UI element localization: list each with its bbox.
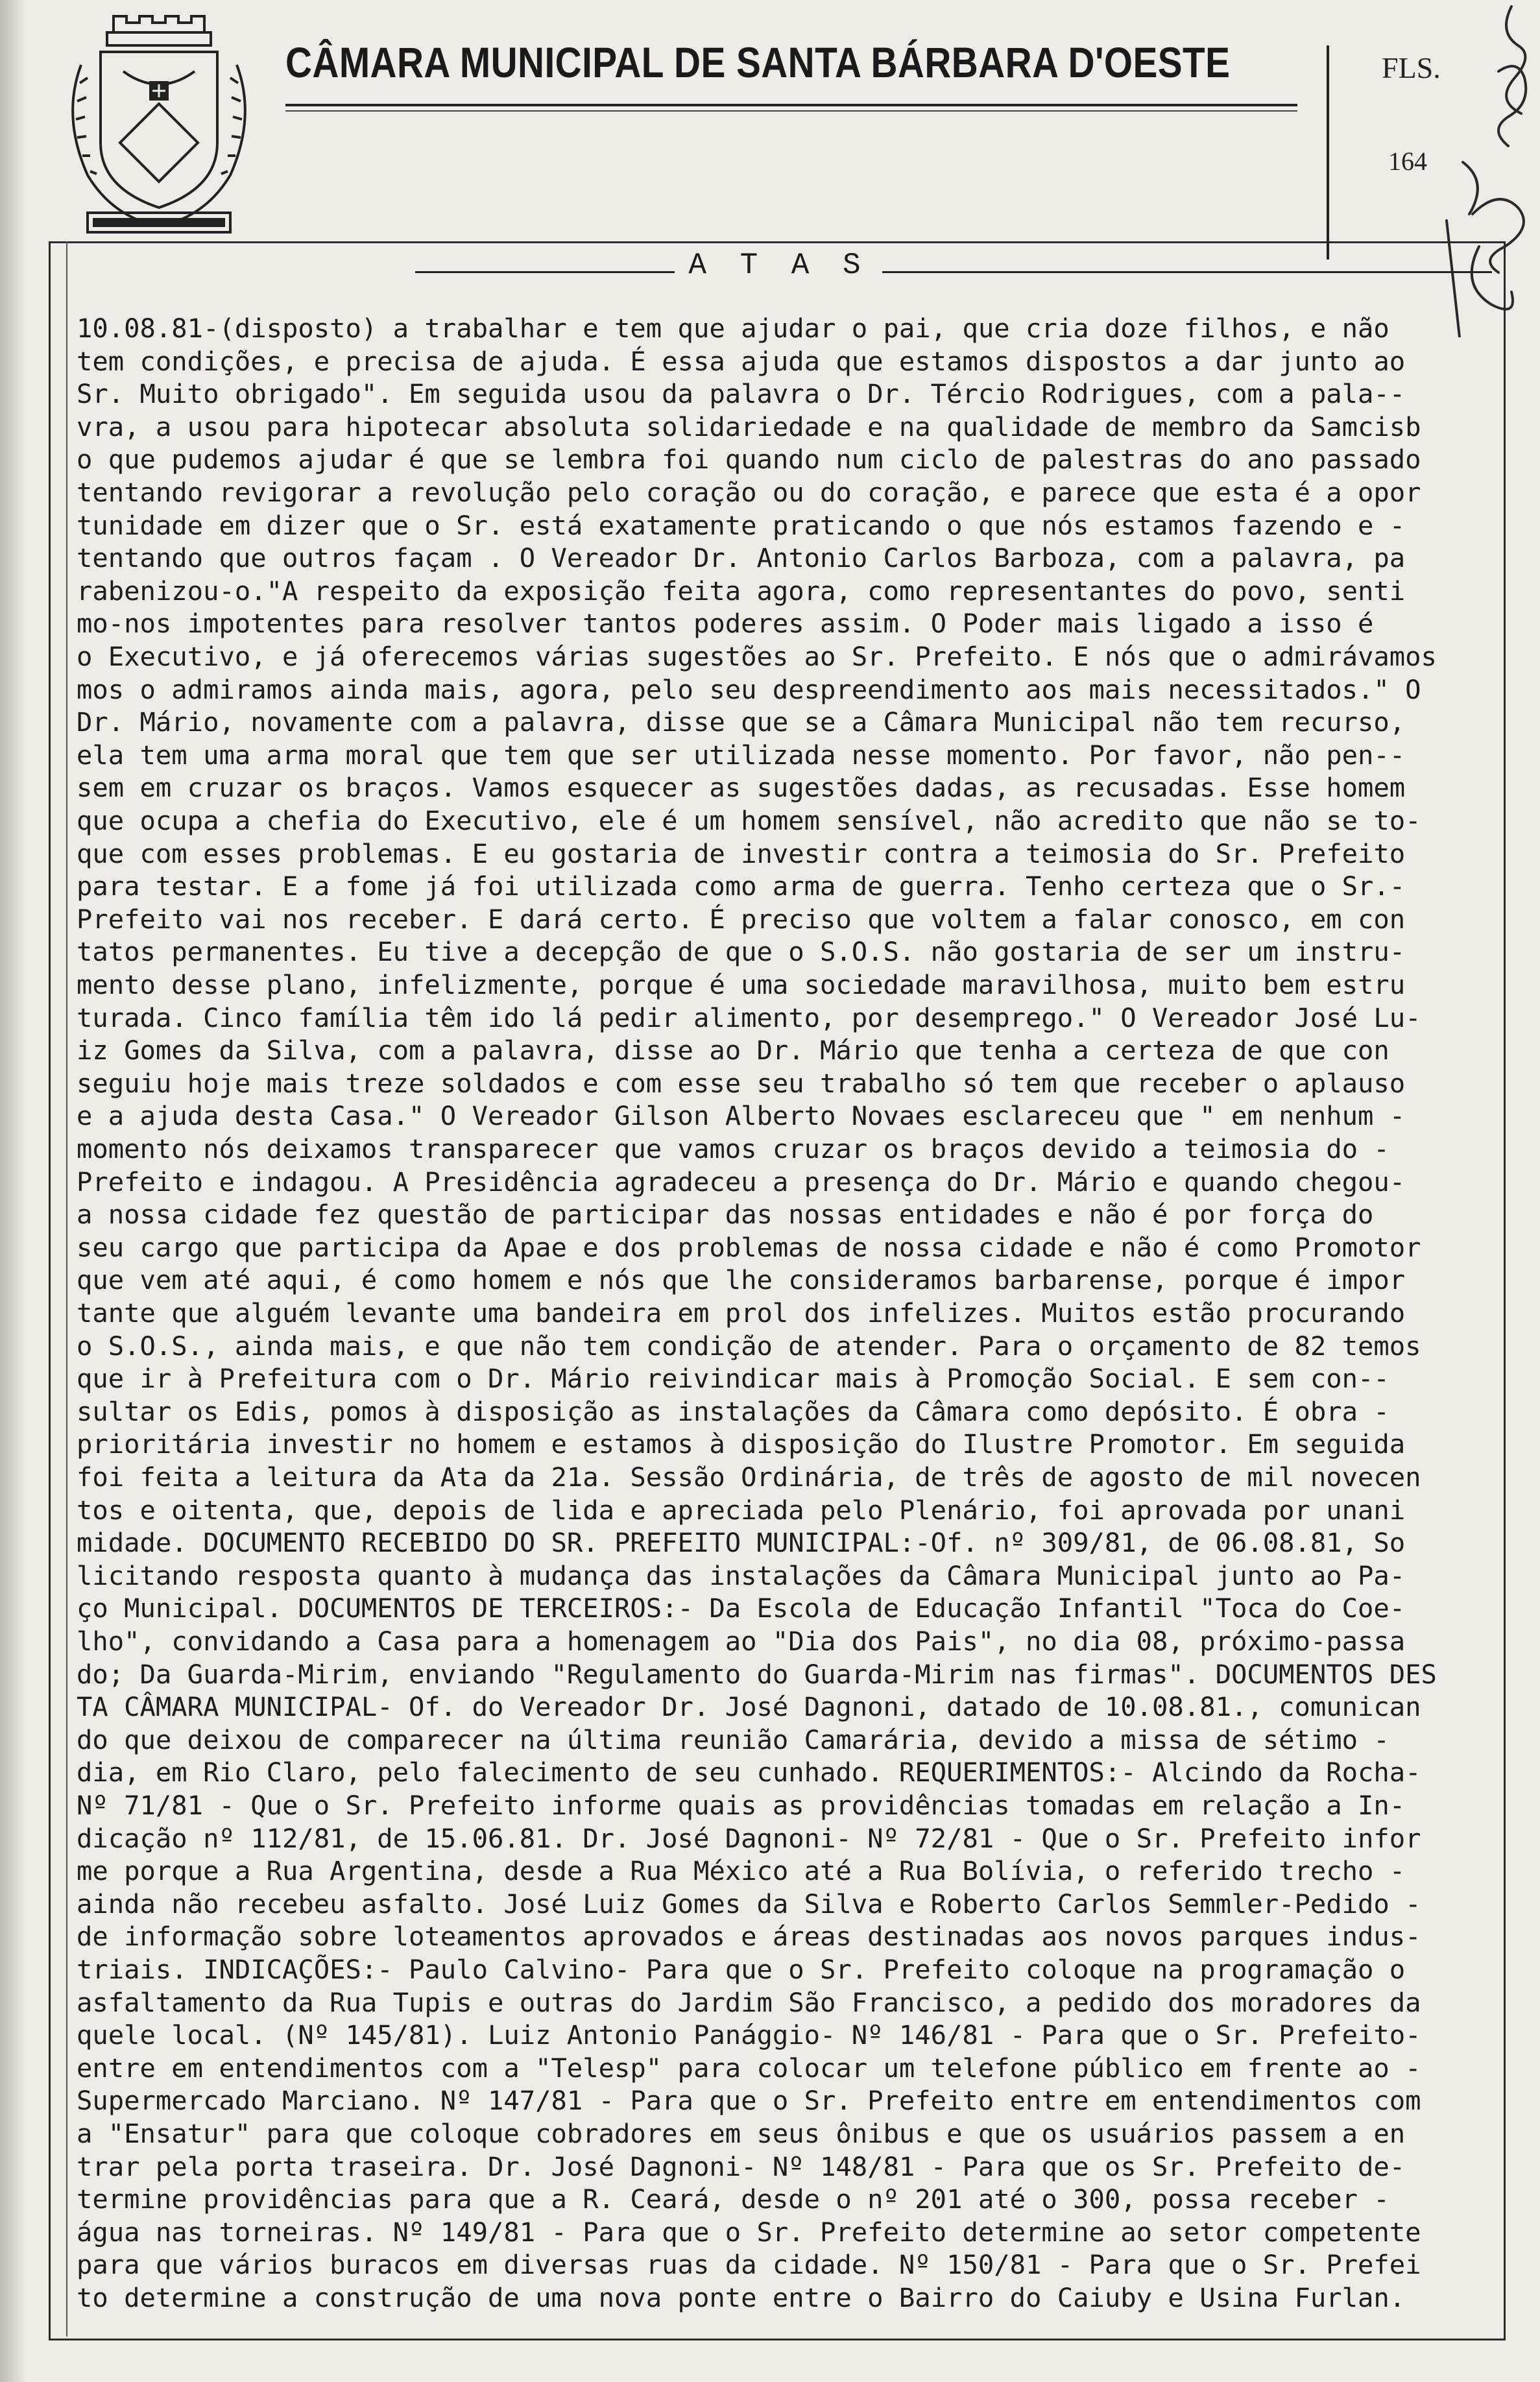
text-line: turada. Cinco família têm ido lá pedir alimento, por desemprego." O Vereador José Lu- [77,1002,1421,1033]
text-line: que ir à Prefeitura com o Dr. Mário reivindicar mais à Promoção Social. E sem con-- [77,1363,1390,1395]
header-rule [285,104,1297,106]
text-line: rabenizou-o."A respeito da exposição feita agora, como representantes do povo, senti [77,575,1406,607]
text-line: mento desse plano, infelizmente, porque é uma sociedade maravilhosa, muito bem estru [77,969,1406,1000]
text-line: que ocupa a chefia do Executivo, ele é um homem sensível, não acredito que não se to- [77,805,1421,836]
text-line: e a ajuda desta Casa." O Vereador Gilson Alberto Novaes esclareceu que " em nenhum - [77,1100,1406,1132]
text-line: trar pela porta traseira. Dr. José Dagnoni- Nº 148/81 - Para que os Sr. Prefeito de- [77,2150,1406,2182]
text-line: vra, a usou para hipotecar absoluta solidariedade e na qualidade de membro da Samcisb [77,411,1421,442]
text-line: mo-nos impotentes para resolver tantos poderes assim. O Poder mais ligado a isso é [77,608,1374,640]
text-line: asfaltamento da Rua Tupis e outras do Jardim São Francisco, a pedido dos moradores da [77,1986,1421,2018]
text-line: foi feita a leitura da Ata da 21a. Sessão Ordinária, de três de agosto de mil novecen [77,1462,1421,1493]
text-line: lho", convidando a Casa para a homenagem ao "Dia dos Pais", no dia 08, próximo-passa [77,1626,1406,1657]
margin-line [66,241,67,2337]
text-line: prioritária investir no homem e estamos à disposição do Ilustre Promotor. Em seguida [77,1428,1406,1460]
text-line: 10.08.81-(disposto) a trabalhar e tem que ajudar o pai, que cria doze filhos, e não [77,313,1390,344]
text-line: que com esses problemas. E eu gostaria de investir contra a teimosia do Sr. Prefeito [77,837,1406,869]
text-line: o Executivo, e já oferecemos várias sugestões ao Sr. Prefeito. E nós que o admirávamos [77,641,1437,672]
text-line: o S.O.S., ainda mais, e que não tem condição de atender. Para o orçamento de 82 temos [77,1330,1421,1362]
text-line: Prefeito e indagou. A Presidência agradeceu a presença do Dr. Mário e quando chegou- [77,1166,1406,1197]
header-rule-secondary [285,110,1297,112]
text-line: tentando que outros façam . O Vereador Dr. Antonio Carlos Barboza, com a palavra, pa [77,542,1406,574]
text-line: entre em entendimentos com a "Telesp" para colocar um telefone público em frente ao - [77,2052,1421,2084]
header-divider [1327,45,1329,259]
text-line: ela tem uma arma moral que tem que ser utilizada nesse momento. Por favor, não pen-- [77,739,1406,771]
text-line: triais. INDICAÇÕES:- Paulo Calvino- Para que o Sr. Prefeito coloque na programação o [77,1954,1406,1985]
text-line: a "Ensatur" para que coloque cobradores em seus ônibus e que os usuários passem a en [77,2118,1406,2149]
text-line: dicação nº 112/81, de 15.06.81. Dr. José Dagnoni- Nº 72/81 - Que o Sr. Prefeito infor [77,1822,1421,1854]
text-line: tos e oitenta, que, depois de lida e apreciada pelo Plenário, foi aprovada por unani [77,1494,1406,1526]
text-line: Prefeito vai nos receber. E dará certo. É preciso que voltem a falar conosco, em con [77,903,1406,935]
text-line: Sr. Muito obrigado". Em seguida usou da palavra o Dr. Tércio Rodrigues, com a pala-- [77,378,1406,410]
text-line: sultar os Edis, pomos à disposição as instalações da Câmara como depósito. É obra - [77,1395,1390,1427]
text-line: o que pudemos ajudar é que se lembra foi quando num ciclo de palestras do ano passado [77,444,1421,475]
text-line: Nº 71/81 - Que o Sr. Prefeito informe quais as providências tomadas em relação a In- [77,1790,1406,1821]
text-line: TA CÂMARA MUNICIPAL- Of. do Vereador Dr. José Dagnoni, datado de 10.08.81., comunican [77,1691,1421,1723]
text-line: seguiu hoje mais treze soldados e com esse seu trabalho só tem que receber o aplauso [77,1067,1406,1099]
text-line: me porque a Rua Argentina, desde a Rua México até a Rua Bolívia, o referido trecho - [77,1855,1406,1887]
text-line: do que deixou de comparecer na última reunião Camarária, devido a missa de sétimo - [77,1724,1390,1755]
text-line: to determine a construção de uma nova ponte entre o Bairro do Caiuby e Usina Furlan. [77,2282,1406,2313]
text-line: Supermercado Marciano. Nº 147/81 - Para que o Sr. Prefeito entre em entendimentos com [77,2085,1421,2117]
text-line: que vem até aqui, é como homem e nós que lhe consideramos barbarense, porque é impor [77,1264,1406,1296]
page-number: 164 [1388,147,1427,176]
text-line: ainda não recebeu asfalto. José Luiz Gomes da Silva e Roberto Carlos Semmler-Pedido - [77,1888,1421,1919]
text-line: termine providências para que a R. Ceará, desde o nº 201 até o 300, possa receber - [77,2184,1390,2215]
text-line: para testar. E a fome já foi utilizada como arma de guerra. Tenho certeza que o Sr.- [77,871,1406,902]
text-line: mos o admiramos ainda mais, agora, pelo seu despreendimento aos mais necessitados." O [77,673,1421,705]
text-line: iz Gomes da Silva, com a palavra, disse ao Dr. Mário que tenha a certeza de que con [77,1035,1390,1066]
title-rule-left [415,271,675,273]
text-line: licitando resposta quanto à mudança das instalações da Câmara Municipal junto ao Pa- [77,1559,1406,1591]
text-line: tem condições, e precisa de ajuda. É essa ajuda que estamos dispostos a dar junto ao [77,345,1406,377]
text-line: tante que alguém levante uma bandeira em prol dos infelizes. Muitos estão procurando [77,1297,1406,1329]
text-line: a nossa cidade fez questão de participar das nossas entidades e não é por força do [77,1199,1374,1231]
text-line: midade. DOCUMENTO RECEBIDO DO SR. PREFEITO MUNICIPAL:-Of. nº 309/81, de 06.08.81, So [77,1527,1406,1559]
text-line: tentando revigorar a revolução pelo coração ou do coração, e parece que esta é a opor [77,477,1421,508]
text-line: seu cargo que participa da Apae e dos problemas de nossa cidade e não é como Promotor [77,1231,1421,1263]
text-line: dia, em Rio Claro, pelo falecimento de seu cunhado. REQUERIMENTOS:- Alcindo da Rocha- [77,1757,1421,1788]
title-rule-right [882,271,1492,273]
text-line: tatos permanentes. Eu tive a decepção de que o S.O.S. não gostaria de ser um instru- [77,936,1406,968]
folio-label: FLS. [1382,51,1441,84]
section-title: A T A S [688,248,869,282]
header-title: CÂMARA MUNICIPAL DE SANTA BÁRBARA D'OESTE [285,38,1231,86]
text-line: do; Da Guarda-Mirim, enviando "Regulamento do Guarda-Mirim nas firmas". DOCUMENTOS DES [77,1658,1437,1690]
text-line: Dr. Mário, novamente com a palavra, disse que se a Câmara Municipal não tem recurso, [77,706,1406,738]
binding-shadow [0,0,26,2382]
text-line: tunidade em dizer que o Sr. está exatamente praticando o que nós estamos fazendo e - [77,509,1406,541]
text-line: para que vários buracos em diversas ruas da cidade. Nº 150/81 - Para que o Sr. Prefei [77,2249,1421,2281]
text-line: quele local. (Nº 145/81). Luiz Antonio Panággio- Nº 146/81 - Para que o Sr. Prefeito- [77,2019,1421,2051]
text-line: de informação sobre loteamentos aprovados e áreas destinadas aos novos parques indus- [77,1921,1421,1953]
text-line: momento nós deixamos transparecer que vamos cruzar os braços devido a teimosia do - [77,1133,1390,1164]
coat-of-arms-icon [62,6,256,240]
text-line: água nas torneiras. Nº 149/81 - Para que o Sr. Prefeito determine ao setor competente [77,2216,1421,2248]
text-line: ço Municipal. DOCUMENTOS DE TERCEIROS:- Da Escola de Educação Infantil "Toca do Coe- [77,1593,1406,1624]
text-line: sem em cruzar os braços. Vamos esquecer as sugestões dadas, as recusadas. Esse homem [77,772,1406,804]
